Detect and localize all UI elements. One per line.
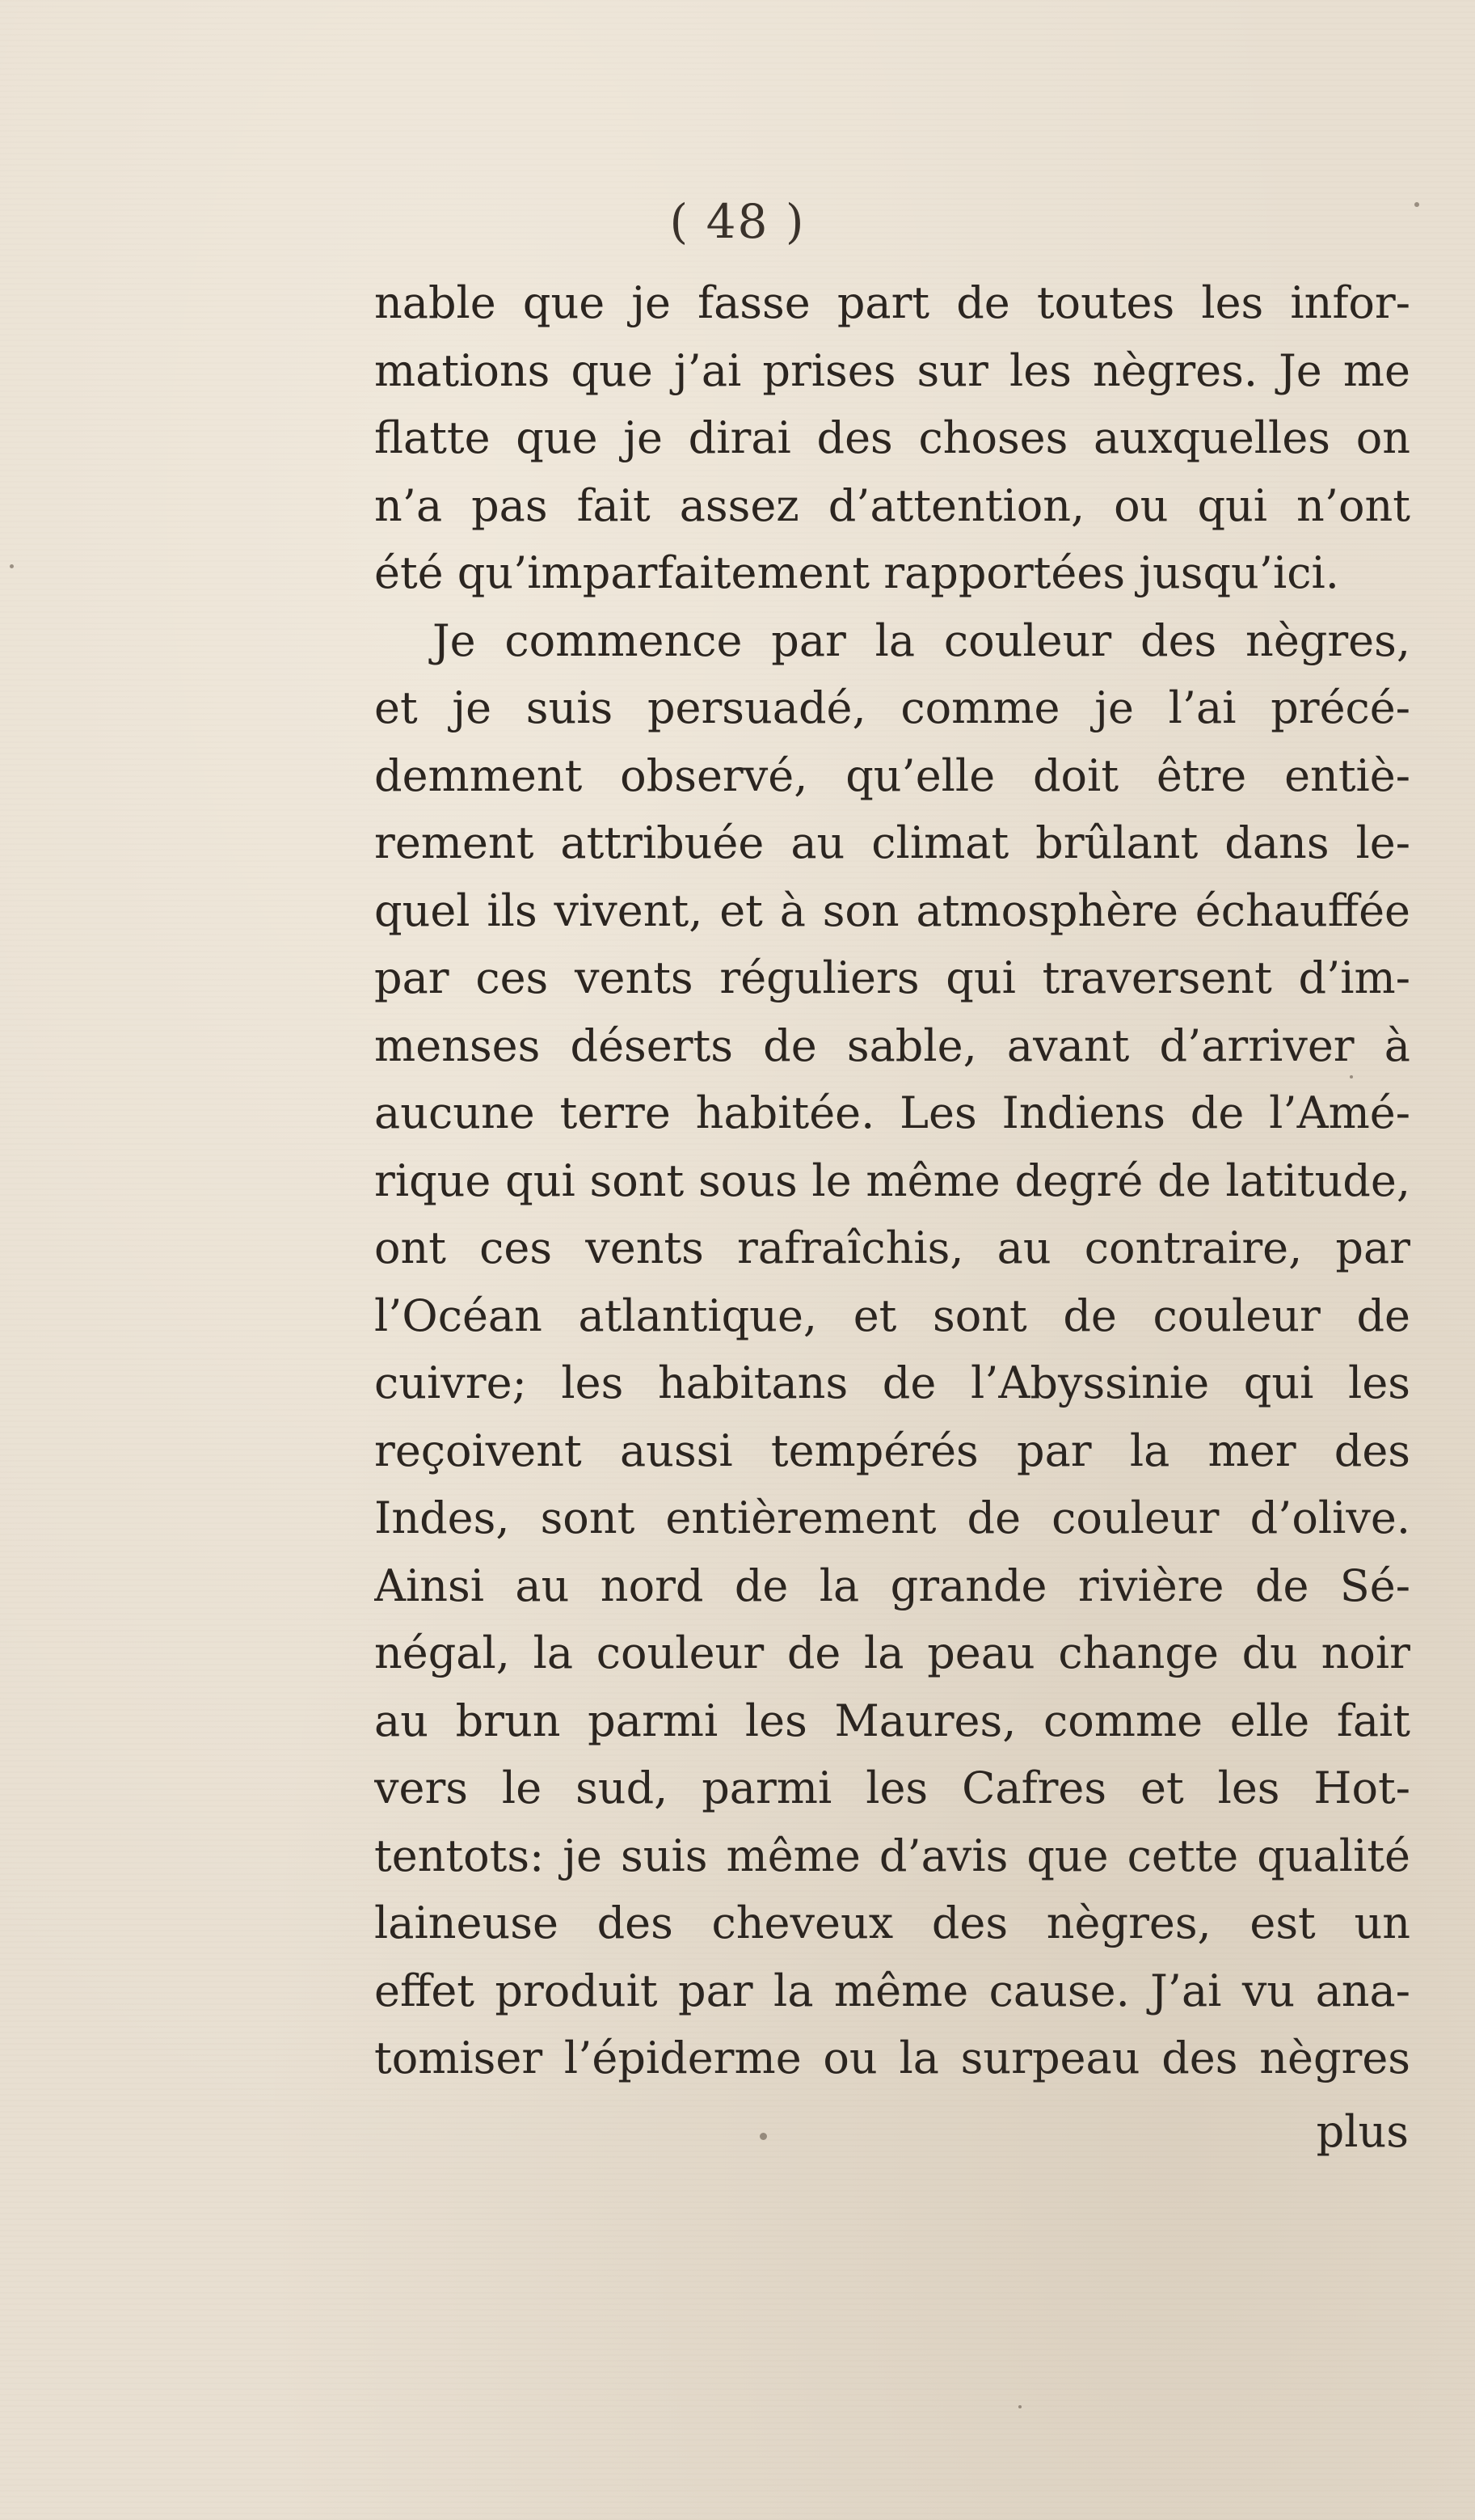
- paper-speck: [1414, 202, 1419, 207]
- text-line: Ainsi au nord de la grande rivière de Sé-: [374, 1560, 1410, 1611]
- paper-speck: [10, 564, 14, 568]
- text-line: Indes, sont entièrement de couleur d’olive.: [374, 1492, 1410, 1543]
- paper-speck: [1350, 1075, 1353, 1078]
- text-line: été qu’imparfaitement rapportées jusqu’ici.: [374, 547, 1339, 598]
- text-line: ont ces vents rafraîchis, au contraire, par: [374, 1222, 1410, 1273]
- text-line: rement attribuée au climat brûlant dans le-: [374, 817, 1410, 868]
- text-line: aucune terre habitée. Les Indiens de l’Amé-: [374, 1087, 1410, 1138]
- text-line: et je suis persuadé, comme je l’ai précé-: [374, 682, 1410, 733]
- text-line: effet produit par la même cause. J’ai vu ana-: [374, 1965, 1410, 2016]
- text-line: flatte que je dirai des choses auxquelles on: [374, 412, 1410, 463]
- text-line: au brun parmi les Maures, comme elle fait: [374, 1695, 1410, 1746]
- paper-speck: [1018, 2405, 1022, 2408]
- text-line: mations que j’ai prises sur les nègres. Je me: [374, 344, 1410, 396]
- text-line: tentots: je suis même d’avis que cette qualité: [374, 1830, 1410, 1881]
- text-line: reçoivent aussi tempérés par la mer des: [374, 1425, 1410, 1476]
- page-number: ( 48 ): [669, 194, 806, 249]
- paper-speck: [760, 2133, 767, 2140]
- paragraph-start-line: Je commence par la couleur des nègres,: [432, 614, 1410, 666]
- text-line: laineuse des cheveux des nègres, est un: [374, 1897, 1410, 1948]
- text-line: négal, la couleur de la peau change du noir: [374, 1627, 1410, 1678]
- text-line: rique qui sont sous le même degré de latitude,: [374, 1154, 1410, 1206]
- text-line: nable que je fasse part de toutes les infor-: [374, 277, 1410, 328]
- text-line: par ces vents réguliers qui traversent d’im-: [374, 952, 1410, 1003]
- text-line: cuivre; les habitans de l’Abyssinie qui les: [374, 1357, 1410, 1408]
- text-line: menses déserts de sable, avant d’arriver à: [374, 1019, 1410, 1071]
- catchword: plus: [1316, 2106, 1409, 2157]
- text-line: n’a pas fait assez d’attention, ou qui n’ont: [374, 479, 1410, 531]
- text-line: tomiser l’épiderme ou la surpeau des nègres: [374, 2032, 1410, 2083]
- text-line: demment observé, qu’elle doit être entiè-: [374, 749, 1410, 801]
- text-line: quel ils vivent, et à son atmosphère échauffée: [374, 884, 1410, 936]
- text-line: l’Océan atlantique, et sont de couleur de: [374, 1290, 1410, 1341]
- text-line: vers le sud, parmi les Cafres et les Hot-: [374, 1762, 1410, 1813]
- body-text: [374, 269, 1410, 2092]
